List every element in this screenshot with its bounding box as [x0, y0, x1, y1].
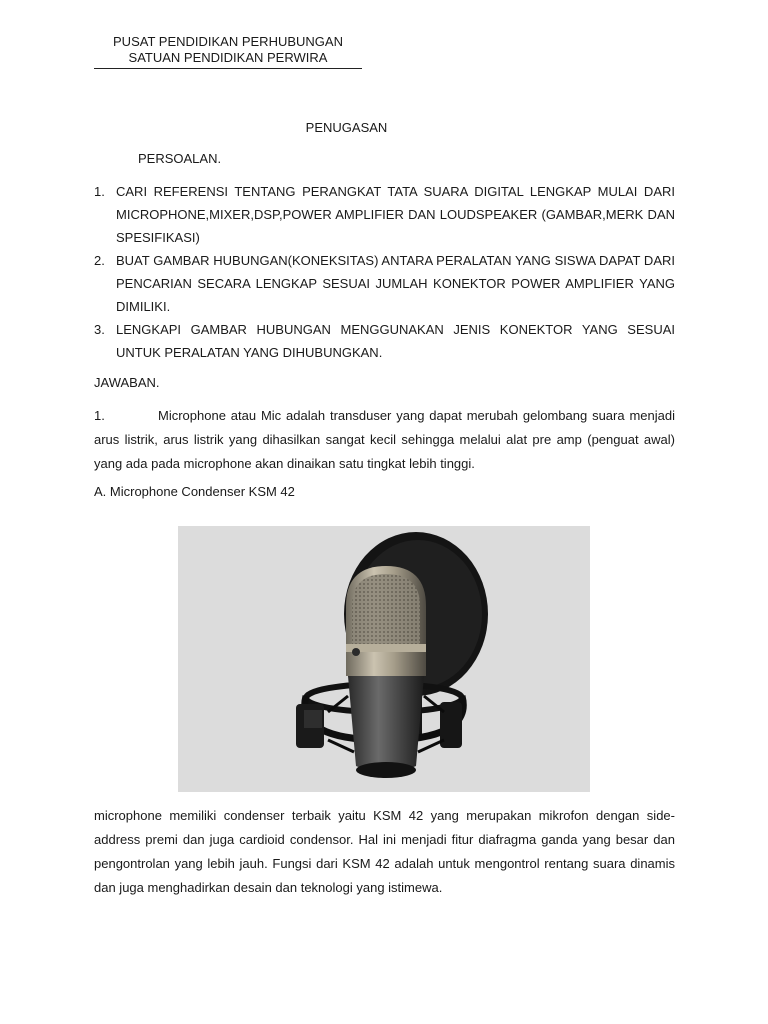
answer-number: 1.: [94, 408, 105, 423]
microphone-photo: [178, 526, 590, 792]
page-title: [0, 120, 768, 135]
persoalan-label: PERSOALAN.: [138, 151, 222, 166]
microphone-body: [348, 676, 424, 773]
list-item: [94, 249, 675, 318]
microphone-illustration: [178, 526, 590, 792]
question-list: [94, 180, 675, 364]
description-paragraph: microphone memiliki condenser terbaik yaitu KSM 42 yang merupakan mikrofon dengan side-address premi dan juga cardioid condensor. Hal ini menjadi fitur diafragma ganda yang besar dan pengontrolan yang lebih jauh. Fungsi dari KSM 42 adalah untuk mengontrol rentang suara dinamis dan juga menghadirkan desain dan teknologi yang istimewa.: [94, 808, 675, 895]
list-item: [94, 318, 675, 364]
page-title-text: PENUGASAN: [305, 120, 388, 135]
header-line-2: SATUAN PENDIDIKAN PERWIRA: [128, 50, 328, 65]
jawaban-label: JAWABAN.: [94, 375, 160, 390]
question-text: CARI REFERENSI TENTANG PERANGKAT TATA SUARA DIGITAL LENGKAP MULAI DARI MICROPHONE,MIXER,DSP,POWER AMPLIFIER DAN LOUDSPEAKER (GAMBAR,MERK DAN SPESIFIKASI): [116, 184, 675, 245]
question-number: 2.: [94, 253, 105, 268]
answer-paragraph: [94, 404, 675, 476]
subheading: A. Microphone Condenser KSM 42: [94, 484, 295, 499]
question-number: 3.: [94, 322, 105, 337]
list-item: [94, 180, 675, 249]
header-line-1: PUSAT PENDIDIKAN PERHUBUNGAN: [113, 34, 343, 49]
answer-text: Microphone atau Mic adalah transduser yang dapat merubah gelombang suara menjadi arus listrik, arus listrik yang dihasilkan sangat kecil sehingga melalui alat pre amp (penguat awal) yang ada pada microphone akan dinaikan satu tingkat lebih tinggi.: [94, 408, 675, 471]
question-number: 1.: [94, 184, 105, 199]
question-text: BUAT GAMBAR HUBUNGAN(KONEKSITAS) ANTARA PERALATAN YANG SISWA DAPAT DARI PENCARIAN SECARA LENGKAP SESUAI JUMLAH KONEKTOR POWER AMPLIFIER YANG DIMILIKI.: [116, 253, 675, 314]
question-text: LENGKAPI GAMBAR HUBUNGAN MENGGUNAKAN JENIS KONEKTOR YANG SESUAI UNTUK PERALATAN YANG DIHUBUNGKAN.: [116, 322, 675, 360]
document-header: [94, 34, 362, 69]
